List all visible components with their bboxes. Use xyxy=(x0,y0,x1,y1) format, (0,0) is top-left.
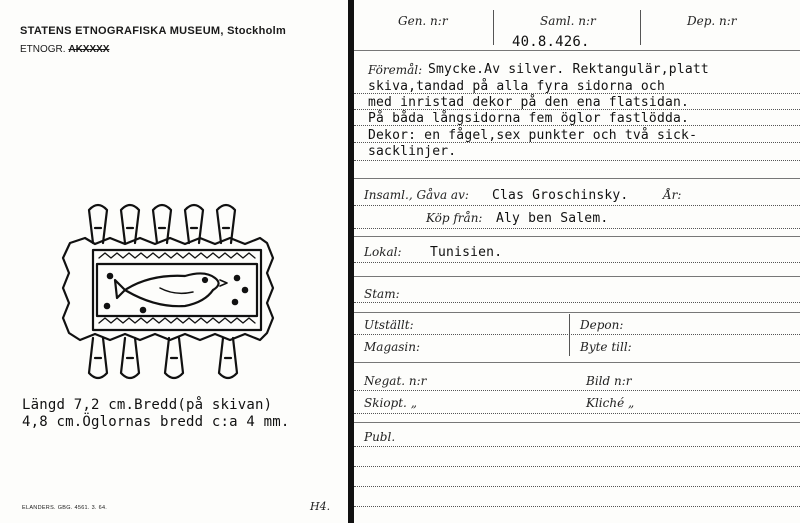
kop-label: Köp från: xyxy=(426,211,483,225)
inner-panel xyxy=(97,264,257,316)
bottom-loops xyxy=(89,338,237,378)
foremal-label: Föremål: xyxy=(368,63,423,77)
foremal-line-6: sacklinjer. xyxy=(368,144,457,159)
department-prefix: ETNOGR. xyxy=(20,44,66,55)
dimensions-line-1: Längd 7,2 cm.Bredd(på skivan) xyxy=(22,397,273,413)
department-struck: AKXXXX xyxy=(68,44,110,55)
museum-city: Stockholm xyxy=(227,25,287,37)
kop-value: Aly ben Salem. xyxy=(496,211,609,226)
department-line xyxy=(20,44,109,55)
skiopt-label: Skiopt. „ xyxy=(364,396,417,410)
foremal-line-4: På båda långsidorna fem öglor fastlödda. xyxy=(368,111,690,126)
saml-nr-label: Saml. n:r xyxy=(540,14,596,28)
bild-label: Bild n:r xyxy=(586,374,632,388)
lokal-value: Tunisien. xyxy=(430,245,503,260)
toothed-outline xyxy=(63,238,273,340)
publ-label: Publ. xyxy=(364,430,396,444)
lokal-label: Lokal: xyxy=(364,245,402,259)
utstallt-label: Utställt: xyxy=(364,318,414,332)
magasin-label: Magasin: xyxy=(364,340,421,354)
zigzag-bottom xyxy=(99,318,255,323)
byte-label: Byte till: xyxy=(580,340,632,354)
jewelry-drawing xyxy=(55,198,325,393)
kliche-label: Kliché „ xyxy=(586,396,635,410)
negat-label: Negat. n:r xyxy=(364,374,427,388)
museum-header xyxy=(20,25,286,37)
gen-nr-label: Gen. n:r xyxy=(398,14,448,28)
printer-mark: ELANDERS. GBG. 4561. 3. 64. xyxy=(22,505,108,511)
insamlad-label: Insaml., Gåva av: xyxy=(364,188,469,202)
stam-label: Stam: xyxy=(364,287,400,301)
foremal-line-3: med inristad dekor på den ena flatsidan. xyxy=(368,95,690,110)
saml-nr-value: 40.8.426. xyxy=(512,34,590,50)
foremal-line-5: Dekor: en fågel,sex punkter och två sick- xyxy=(368,128,698,143)
insamlad-value: Clas Groschinsky. xyxy=(492,188,629,203)
zigzag-top xyxy=(99,253,255,258)
foremal-line-2: skiva,tandad på alla fyra sidorna och xyxy=(368,79,665,94)
ar-label: År: xyxy=(663,188,682,202)
museum-name: STATENS ETNOGRAFISKA MUSEUM, xyxy=(20,25,224,37)
handwritten-note: H4. xyxy=(310,500,331,513)
dep-nr-label: Dep. n:r xyxy=(687,14,737,28)
foremal-line-1: Smycke.Av silver. Rektangulär,platt xyxy=(428,62,709,77)
depon-label: Depon: xyxy=(580,318,624,332)
dimensions-line-2: 4,8 cm.Öglornas bredd c:a 4 mm. xyxy=(22,414,290,430)
